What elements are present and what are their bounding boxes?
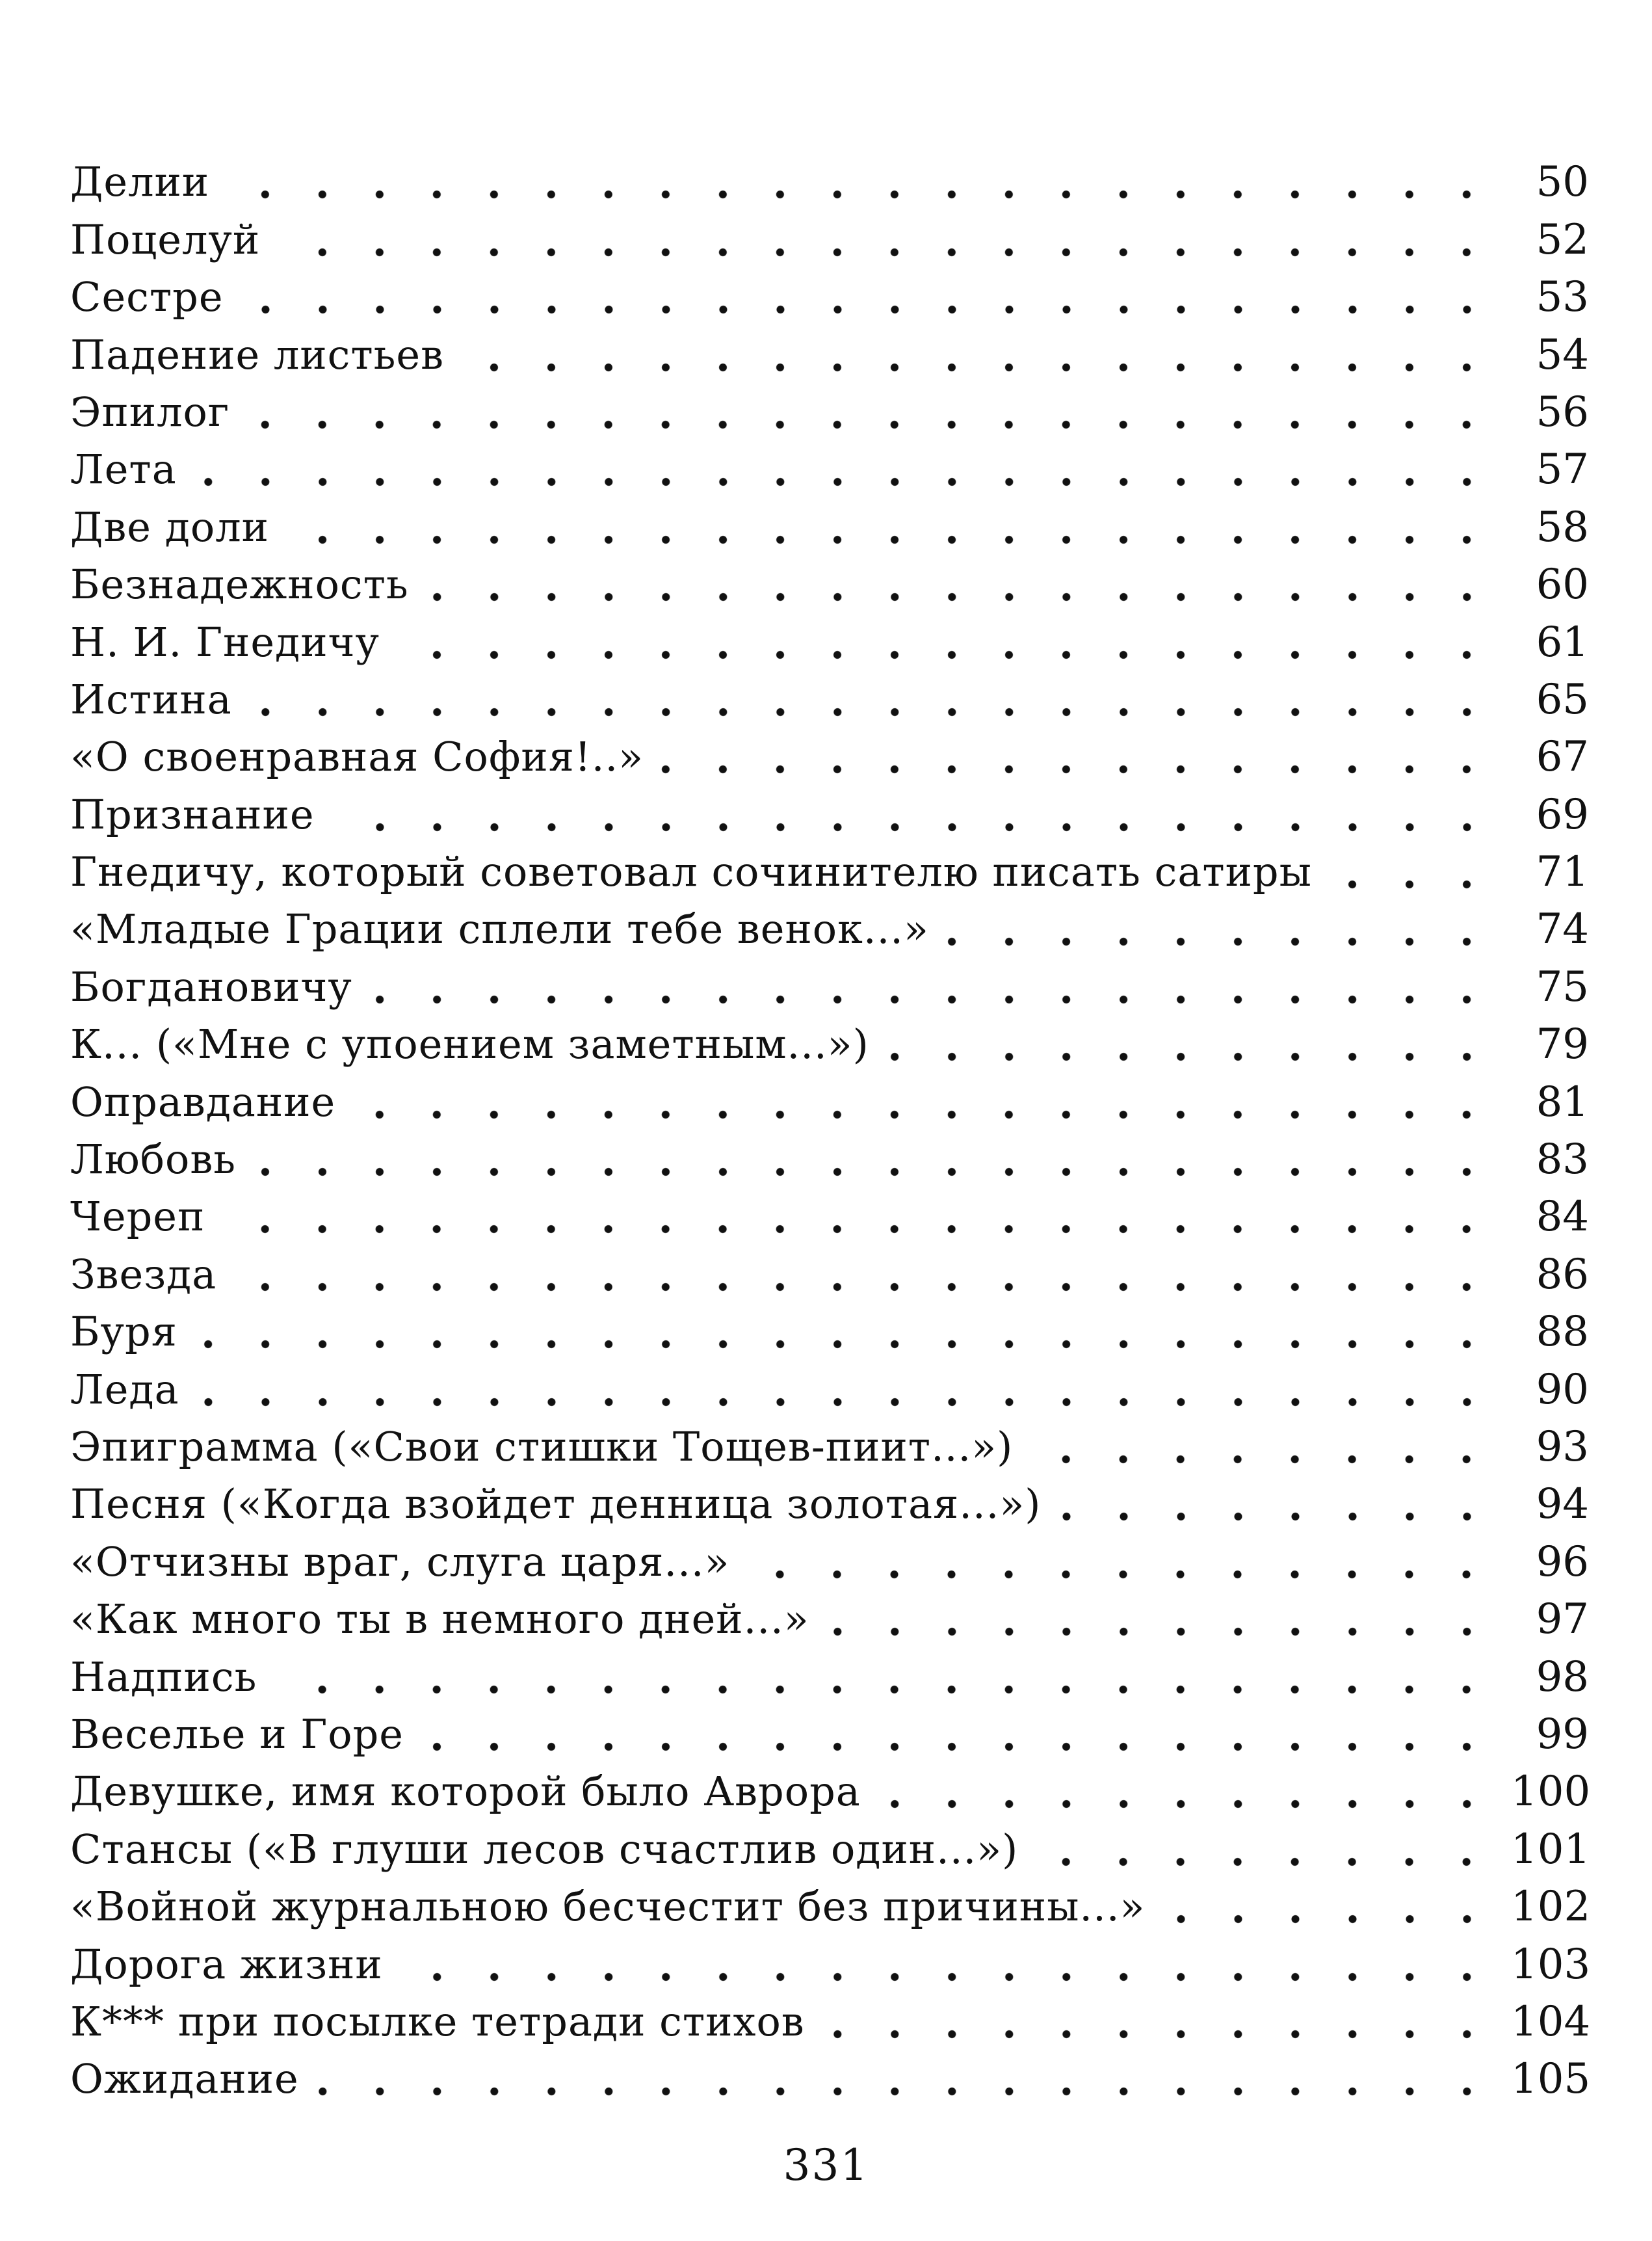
toc-entry [70, 728, 1589, 786]
dot-leader [283, 499, 1495, 556]
toc-entry-page: 54 [1495, 326, 1589, 384]
dot-leader [244, 384, 1495, 441]
toc-entry [70, 441, 1589, 498]
dot-leader [329, 786, 1495, 843]
dot-leader [418, 1706, 1495, 1763]
toc-entry-page: 81 [1495, 1074, 1589, 1131]
toc-entry-title: Поцелуй [70, 211, 274, 269]
toc-entry-title: Буря [70, 1303, 192, 1360]
toc-entry-title: Эпилог [70, 384, 244, 441]
toc-entry [70, 786, 1589, 843]
toc-entry-title: Сестре [70, 269, 238, 326]
toc-entry-title: «Как много ты в немного дней...» [70, 1591, 824, 1648]
toc-entry [70, 958, 1589, 1015]
toc-entry [70, 1706, 1589, 1763]
toc-entry-page: 61 [1495, 614, 1589, 671]
toc-entry-page: 104 [1495, 1993, 1589, 2050]
toc-entry [70, 1303, 1589, 1360]
dot-leader [350, 1074, 1495, 1131]
toc-entry-title: Веселье и Горе [70, 1706, 418, 1763]
toc-entry-title: К... («Мне с упоением заметным...») [70, 1016, 884, 1073]
toc-entry-page: 58 [1495, 499, 1589, 556]
toc-entry-title: Девушке, имя которой было Аврора [70, 1763, 875, 1820]
table-of-contents [70, 153, 1589, 2108]
toc-entry [70, 384, 1589, 441]
dot-leader [191, 441, 1495, 498]
toc-entry [70, 269, 1589, 326]
toc-entry-title: Эпиграмма («Свои стишки Тощев-пиит...») [70, 1418, 1027, 1476]
toc-entry-page: 98 [1495, 1649, 1589, 1706]
dot-leader [219, 1188, 1495, 1245]
toc-entry-title: «Войной журнальною бесчестит без причины...» [70, 1878, 1160, 1935]
toc-entry [70, 1418, 1589, 1476]
dot-leader [367, 959, 1495, 1016]
dot-leader [744, 1533, 1495, 1591]
toc-entry [70, 1188, 1589, 1245]
toc-entry-title: Стансы («В глуши лесов счастлив один...») [70, 1821, 1032, 1878]
toc-entry-page: 69 [1495, 786, 1589, 843]
dot-leader [1032, 1821, 1495, 1878]
toc-entry-page: 53 [1495, 269, 1589, 326]
dot-leader [884, 1016, 1495, 1073]
toc-entry-page: 86 [1495, 1246, 1589, 1303]
toc-entry-title: Делии [70, 153, 224, 211]
dot-leader [943, 901, 1495, 958]
toc-entry [70, 1648, 1589, 1705]
toc-entry-title: Лета [70, 441, 191, 498]
toc-entry [70, 498, 1589, 555]
dot-leader [397, 1936, 1495, 1993]
toc-entry-page: 90 [1495, 1361, 1589, 1418]
toc-entry [70, 556, 1589, 613]
toc-entry-page: 74 [1495, 901, 1589, 958]
dot-leader [1027, 1418, 1495, 1476]
toc-entry-page: 96 [1495, 1533, 1589, 1591]
toc-entry-title: Песня («Когда взойдет денница золотая...») [70, 1476, 1056, 1533]
toc-entry [70, 1360, 1589, 1418]
toc-entry-page: 50 [1495, 153, 1589, 211]
dot-leader [313, 2050, 1495, 2108]
dot-leader [250, 1131, 1495, 1188]
toc-entry-title: Безнадежность [70, 556, 423, 613]
toc-entry [70, 1591, 1589, 1648]
toc-entry-page: 57 [1495, 441, 1589, 498]
dot-leader [824, 1591, 1495, 1648]
toc-entry-title: Падение листьев [70, 326, 458, 384]
dot-leader [458, 326, 1495, 384]
toc-entry-page: 56 [1495, 384, 1589, 441]
toc-entry-page: 65 [1495, 671, 1589, 728]
dot-leader [274, 211, 1495, 269]
toc-entry-page: 88 [1495, 1303, 1589, 1360]
toc-entry [70, 326, 1589, 383]
toc-entry-title: Леда [70, 1361, 194, 1418]
dot-leader [1160, 1878, 1496, 1935]
toc-entry-page: 97 [1495, 1591, 1589, 1648]
toc-entry [70, 901, 1589, 958]
toc-entry [70, 1016, 1589, 1073]
toc-entry [70, 1131, 1589, 1188]
toc-entry-title: Богдановичу [70, 959, 367, 1016]
toc-entry-page: 84 [1495, 1188, 1589, 1245]
toc-entry-page: 52 [1495, 211, 1589, 269]
dot-leader [875, 1763, 1495, 1820]
toc-entry [70, 2050, 1589, 2108]
dot-leader [394, 614, 1495, 671]
toc-entry [70, 1878, 1589, 1935]
dot-leader [1326, 843, 1495, 901]
dot-leader [224, 153, 1495, 211]
toc-entry-title: Две доли [70, 499, 283, 556]
toc-entry [70, 843, 1589, 901]
toc-entry-page: 103 [1495, 1936, 1589, 1993]
toc-entry-page: 94 [1495, 1476, 1589, 1533]
toc-entry-title: «Отчизны враг, слуга царя...» [70, 1533, 744, 1591]
toc-entry-page: 79 [1495, 1016, 1589, 1073]
toc-entry-title: Любовь [70, 1131, 250, 1188]
dot-leader [819, 1993, 1495, 2050]
toc-entry-title: Истина [70, 671, 246, 728]
toc-entry [70, 1993, 1589, 2050]
dot-leader [1056, 1476, 1496, 1533]
toc-entry [70, 1820, 1589, 1877]
dot-leader [231, 1246, 1495, 1303]
toc-entry-page: 67 [1495, 728, 1589, 786]
toc-entry-page: 99 [1495, 1706, 1589, 1763]
toc-entry-page: 71 [1495, 843, 1589, 901]
toc-entry [70, 153, 1589, 211]
dot-leader [271, 1649, 1495, 1706]
toc-entry [70, 1935, 1589, 1993]
toc-entry-title: Дорога жизни [70, 1936, 397, 1993]
toc-entry [70, 1533, 1589, 1590]
toc-entry-page: 60 [1495, 556, 1589, 613]
toc-entry-title: «Младые Грации сплели тебе венок...» [70, 901, 943, 958]
toc-entry [70, 211, 1589, 268]
toc-entry-title: Звезда [70, 1246, 231, 1303]
toc-entry [70, 671, 1589, 728]
dot-leader [192, 1303, 1495, 1360]
dot-leader [423, 556, 1495, 613]
toc-entry-page: 75 [1495, 959, 1589, 1016]
toc-entry-title: К*** при посылке тетради стихов [70, 1993, 819, 2050]
dot-leader [194, 1361, 1495, 1418]
toc-entry-title: «О своенравная София!..» [70, 728, 658, 786]
dot-leader [238, 269, 1495, 326]
toc-entry-title: Череп [70, 1188, 219, 1245]
toc-entry-page: 105 [1495, 2050, 1589, 2108]
toc-entry-page: 102 [1495, 1878, 1589, 1935]
toc-entry [70, 613, 1589, 670]
page-number: 331 [783, 2140, 869, 2190]
toc-entry-page: 101 [1495, 1821, 1589, 1878]
toc-entry-page: 100 [1495, 1763, 1589, 1820]
toc-entry-title: Ожидание [70, 2050, 313, 2108]
toc-entry-page: 93 [1495, 1418, 1589, 1476]
toc-entry-page: 83 [1495, 1131, 1589, 1188]
toc-entry-title: Надпись [70, 1649, 271, 1706]
toc-entry-title: Гнедичу, который советовал сочинителю писать сатиры [70, 843, 1326, 901]
dot-leader [246, 671, 1495, 728]
toc-entry-title: Оправдание [70, 1074, 350, 1131]
toc-entry-title: Признание [70, 786, 329, 843]
toc-entry [70, 1073, 1589, 1130]
toc-entry [70, 1763, 1589, 1820]
toc-entry [70, 1245, 1589, 1303]
toc-entry-title: Н. И. Гнедичу [70, 614, 394, 671]
dot-leader [658, 728, 1495, 786]
toc-entry [70, 1476, 1589, 1533]
